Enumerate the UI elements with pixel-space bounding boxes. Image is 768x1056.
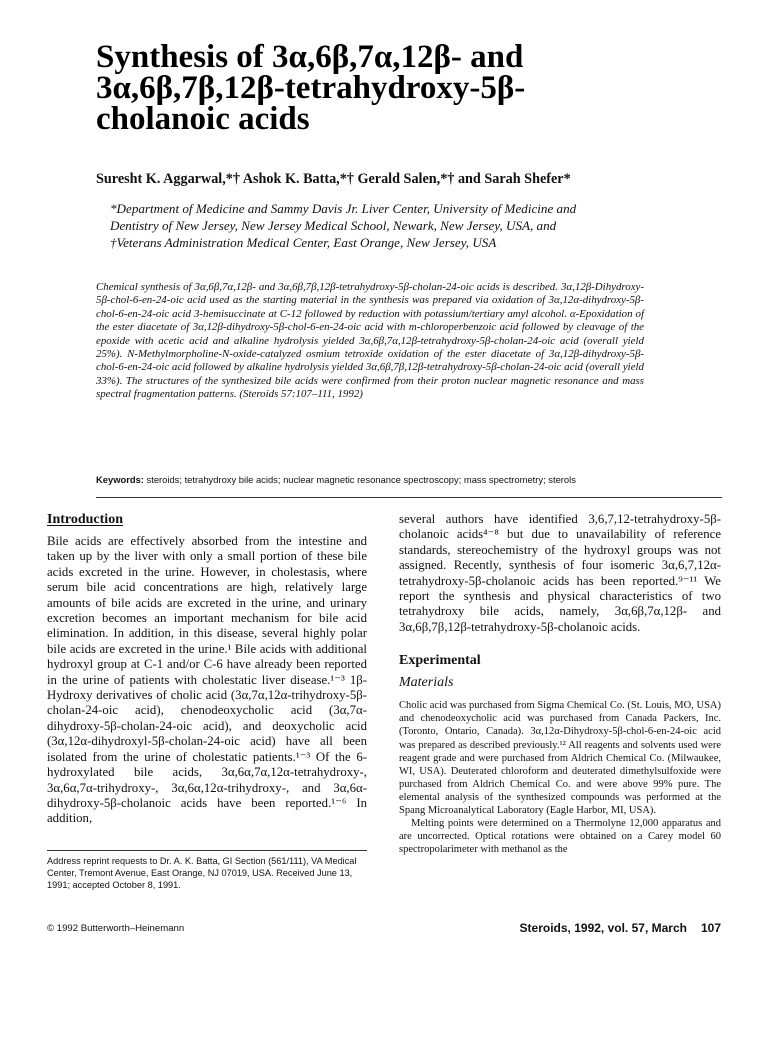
journal-footer xyxy=(490,921,721,935)
footnote-divider xyxy=(47,850,367,851)
methods-paragraph: Melting points were determined on a Thermolyne 12,000 apparatus and are uncorrected. Optical rotations were obtained on a Carey model 60 spectropolarimeter with methanol as the xyxy=(399,818,721,856)
article-title xyxy=(96,39,696,137)
keywords xyxy=(96,474,696,485)
affiliation-line-1: *Department of Medicine and Sammy Davis Jr. Liver Center, University of Medicine and xyxy=(110,201,577,216)
copyright-notice: © 1992 Butterworth–Heinemann xyxy=(47,923,185,934)
materials-paragraph: Cholic acid was purchased from Sigma Chemical Co. (St. Louis, MO, USA) and chenodeoxycholic acid was purchased from Canada Packers, Inc. (Toronto, Ontario, Canada). 3α,12α-Dihydroxy-5β-chol-6-en-24-oic acid was prepared as described previously.¹² All reagents and solvents used were reagent grade and were purchased from Aldrich Chemical Co. (Milwaukee, WI, USA). Deuterated chloroform and deuterated dimethylsulfoxide were purchased from Aldrich Chemical Co. and were above 99% pure. The elemental analysis of the synthesized compounds was performed at the Spang Microanalytical Laboratory (Eagle Harbor, MI, USA). xyxy=(399,700,721,816)
right-column xyxy=(399,512,721,856)
title-line-2: 3α,6β,7β,12β-tetrahydroxy-5β- xyxy=(96,70,526,106)
title-line-1: Synthesis of 3α,6β,7α,12β- and xyxy=(96,39,524,75)
journal-citation: Steroids, 1992, vol. 57, March xyxy=(519,921,687,935)
keywords-text: steroids; tetrahydroxy bile acids; nuclear magnetic resonance spectroscopy; mass spectrometry; sterols xyxy=(146,474,576,485)
keywords-label: Keywords: xyxy=(96,474,144,485)
author-list: Suresht K. Aggarwal,*† Ashok K. Batta,*† Gerald Salen,*† and Sarah Shefer* xyxy=(96,171,571,187)
correspondence-footnote: Address reprint requests to Dr. A. K. Batta, GI Section (561/111), VA Medical Center, Tremont Avenue, East Orange, NJ 07019, USA. Received June 13, 1991; accepted October 8, 1991. xyxy=(47,856,357,890)
abstract: Chemical synthesis of 3α,6β,7α,12β- and 3α,6β,7β,12β-tetrahydroxy-5β-cholan-24-oic acids is described. 3α,12β-Dihydroxy-5β-chol-6-en-24-oic acid used as the starting material in the synthesis was prepared via oxidation of 3α,12α-dihydroxy-5β-chol-6-en-24-oic acid 3-hemisuccinate at C-12 followed by reduction with potassium/tertiary amyl alcohol. α-Epoxidation of the ester diacetate of 3α,12β-dihydroxy-5β-chol-6-en-24-oic acid with m-chloroperbenzoic acid followed by cleavage of the epoxide with acetic acid and alkaline hydrolysis yielded 3α,6β,7α,12β-tetrahydroxy-5β-cholan-24-oic acid (overall yield 25%). N-Methylmorpholine-N-oxide-catalyzed osmium tetroxide oxidation of the ester diacetate of 3α,12β-dihydroxy-5β-chol-6-en-24-oic acid followed by alkaline hydrolysis yielded 3α,6β,7β,12β-tetrahydroxy-5β-cholan-24-oic acid (overall yield 33%). The structures of the synthesized bile acids were confirmed from their proton nuclear magnetic resonance and mass spectral fragmentation patterns. (Steroids 57:107–111, 1992) xyxy=(96,281,644,401)
experimental-heading: Experimental xyxy=(399,653,481,669)
introduction-text: Bile acids are effectively absorbed from the intestine and taken up by the liver with only a small portion of these bile acids excreted in the urine. However, in cholestasis, where serum bile acid concentrations are high, relatively large amounts of bile acids are excreted in the urine, and urinary excretion becomes an important mechanism for bile acid elimination. In addition, in this disease, several highly polar bile acids are excreted in the urine.¹ Bile acids with additional hydroxyl group at C-1 and/or C-6 have already been reported in the urine of patients with cholestatic liver disease.¹⁻³ 1β-Hydroxy derivatives of cholic acid (3α,7α,12α-trihydroxy-5β-cholan-24-oic acid), chenodeoxycholic acid (3α,7α-dihydroxy-5β-cholan-24-oic acid), and deoxycholic acid (3α,12α-dihydroxyl-5β-cholan-24-oic acid) have all been isolated from the urine of cholestatic patients.¹⁻³ Of the 6-hydroxylated bile acids, 3α,6α,7α,12α-tetrahydroxy-, 3α,6α,7α-trihydroxy-, 3α,6α,12α-trihydroxy-, and 3α,6α-dihydroxy-5β-cholanoic acids have been reported.¹⁻⁶ In addition, xyxy=(47,534,367,826)
materials-subheading: Materials xyxy=(399,675,454,691)
left-column xyxy=(47,512,367,827)
affiliation-line-2: Dentistry of New Jersey, New Jersey Medical School, Newark, New Jersey, USA, and xyxy=(110,218,557,233)
title-line-3: cholanoic acids xyxy=(96,101,310,137)
introduction-continuation: several authors have identified 3,6,7,12-tetrahydroxy-5β-cholanoic acids⁴⁻⁸ but due to unavailability of reference standards, stereochemistry of the hydroxyl groups was not assigned. Recently, synthesis of four isomeric 3α,6,7,12α-tetrahydroxy-5β-cholanoic acids has been reported.⁹⁻¹¹ We report the synthesis and physical characteristics of two tetrahydroxy bile acids, namely, 3α,6β,7α,12β- and 3α,6β,7β,12β-tetrahydroxy-5β-cholanoic acids. xyxy=(399,512,721,634)
introduction-heading: Introduction xyxy=(47,512,123,527)
header-divider xyxy=(96,497,722,498)
affiliations xyxy=(110,200,640,251)
affiliation-line-3: †Veterans Administration Medical Center, East Orange, New Jersey, USA xyxy=(110,235,497,250)
page-number: 107 xyxy=(700,921,721,935)
